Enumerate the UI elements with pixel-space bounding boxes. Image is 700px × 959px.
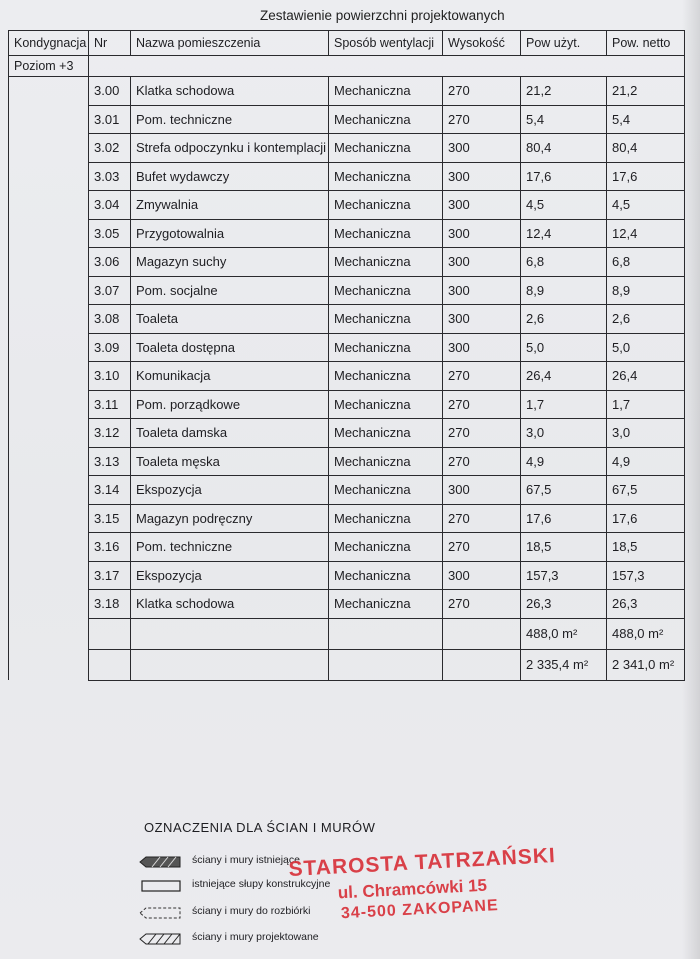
room-number: 3.13 [89,447,131,476]
net-area: 2,6 [607,305,685,334]
table-row [9,105,685,134]
ventilation-type: Mechaniczna [329,77,443,106]
room-height: 300 [443,219,521,248]
level-column-cell [9,248,89,277]
usable-area: 18,5 [521,533,607,562]
ventilation-type: Mechaniczna [329,305,443,334]
legend-label: ściany i mury projektowane [192,931,319,943]
room-number: 3.14 [89,476,131,505]
header-cell: Pow. netto [607,31,685,56]
ventilation-type: Mechaniczna [329,191,443,220]
table-row [9,362,685,391]
level-column-cell [9,191,89,220]
outline-column-icon [138,879,182,893]
net-area: 1,7 [607,390,685,419]
table-row [9,561,685,590]
net-area: 26,4 [607,362,685,391]
net-area: 18,5 [607,533,685,562]
room-name: Zmywalnia [131,191,329,220]
legend-title: OZNACZENIA DLA ŚCIAN I MURÓW [144,820,376,835]
hatched-solid-wall-icon [138,855,182,869]
room-name: Magazyn podręczny [131,504,329,533]
ventilation-type: Mechaniczna [329,105,443,134]
room-name: Pom. socjalne [131,276,329,305]
ventilation-type: Mechaniczna [329,333,443,362]
net-area: 17,6 [607,162,685,191]
diagonal-hatch-wall-icon [138,932,182,946]
net-area: 5,4 [607,105,685,134]
stamp-line-3: 34-500 ZAKOPANE [340,897,500,923]
room-number: 3.15 [89,504,131,533]
legend-label: ściany i mury istniejące [192,854,300,866]
ventilation-type: Mechaniczna [329,419,443,448]
usable-area: 1,7 [521,390,607,419]
ventilation-type: Mechaniczna [329,390,443,419]
net-area: 67,5 [607,476,685,505]
empty-cell [89,618,131,649]
room-name: Toaleta [131,305,329,334]
level-column-cell [9,390,89,419]
table-row [9,276,685,305]
usable-area: 17,6 [521,162,607,191]
level-row [9,56,685,77]
ventilation-type: Mechaniczna [329,447,443,476]
level-column-cell [9,590,89,619]
usable-area: 2,6 [521,305,607,334]
room-name: Bufet wydawczy [131,162,329,191]
table-row [9,162,685,191]
room-height: 270 [443,105,521,134]
empty-cell [9,649,89,680]
usable-area: 5,0 [521,333,607,362]
stamp-line-2: ul. Chramcówki 15 [337,875,488,903]
room-name: Ekspozycja [131,476,329,505]
ventilation-type: Mechaniczna [329,362,443,391]
room-name: Pom. techniczne [131,533,329,562]
totals-row [9,649,685,680]
room-name: Toaleta damska [131,419,329,448]
stamp-line-1: STAROSTA TATRZAŃSKI [288,844,557,881]
usable-area: 4,5 [521,191,607,220]
room-number: 3.02 [89,134,131,163]
room-number: 3.05 [89,219,131,248]
table-row [9,219,685,248]
header-cell: Wysokość [443,31,521,56]
room-name: Klatka schodowa [131,590,329,619]
room-name: Toaleta dostępna [131,333,329,362]
header-cell: Sposób wentylacji [329,31,443,56]
level-column-cell [9,162,89,191]
empty-cell [329,649,443,680]
room-name: Ekspozycja [131,561,329,590]
ventilation-type: Mechaniczna [329,561,443,590]
room-number: 3.18 [89,590,131,619]
room-name: Pom. porządkowe [131,390,329,419]
table-row [9,590,685,619]
room-height: 270 [443,419,521,448]
usable-area: 157,3 [521,561,607,590]
room-number: 3.16 [89,533,131,562]
net-area: 8,9 [607,276,685,305]
total-net-area: 488,0 m² [607,618,685,649]
totals-row [9,618,685,649]
empty-cell [131,618,329,649]
room-name: Toaleta męska [131,447,329,476]
net-area: 17,6 [607,504,685,533]
room-number: 3.07 [89,276,131,305]
header-cell: Kondygnacja [9,31,89,56]
room-number: 3.06 [89,248,131,277]
room-height: 270 [443,447,521,476]
net-area: 21,2 [607,77,685,106]
level-column-cell [9,134,89,163]
office-stamp [288,844,559,926]
level-column-cell [9,333,89,362]
room-name: Pom. techniczne [131,105,329,134]
room-number: 3.08 [89,305,131,334]
table-row [9,305,685,334]
level-column-cell [9,419,89,448]
ventilation-type: Mechaniczna [329,219,443,248]
room-height: 300 [443,191,521,220]
level-column-cell [9,447,89,476]
usable-area: 8,9 [521,276,607,305]
header-cell: Nazwa pomieszczenia [131,31,329,56]
level-column-cell [9,219,89,248]
level-column-cell [9,533,89,562]
level-column-cell [9,276,89,305]
level-column-cell [9,105,89,134]
table-row [9,77,685,106]
room-height: 300 [443,276,521,305]
level-column-cell [9,561,89,590]
ventilation-type: Mechaniczna [329,162,443,191]
room-number: 3.01 [89,105,131,134]
room-number: 3.17 [89,561,131,590]
usable-area: 21,2 [521,77,607,106]
table-row [9,533,685,562]
empty-cell [443,649,521,680]
dashed-wall-icon [138,906,182,920]
empty-cell [329,618,443,649]
header-row [9,31,685,56]
empty-cell [9,618,89,649]
room-number: 3.12 [89,419,131,448]
table-row [9,476,685,505]
room-name: Magazyn suchy [131,248,329,277]
usable-area: 5,4 [521,105,607,134]
table-row [9,333,685,362]
usable-area: 4,9 [521,447,607,476]
ventilation-type: Mechaniczna [329,590,443,619]
room-height: 300 [443,476,521,505]
ventilation-type: Mechaniczna [329,248,443,277]
usable-area: 67,5 [521,476,607,505]
area-table [8,30,685,681]
level-column-cell [9,504,89,533]
header-cell: Nr [89,31,131,56]
net-area: 4,9 [607,447,685,476]
table-row [9,447,685,476]
document-title: Zestawienie powierzchni projektowanych [260,8,505,23]
usable-area: 26,4 [521,362,607,391]
room-height: 300 [443,134,521,163]
room-height: 300 [443,333,521,362]
net-area: 3,0 [607,419,685,448]
level-column-cell [9,362,89,391]
table-row [9,390,685,419]
room-height: 300 [443,561,521,590]
room-height: 270 [443,390,521,419]
usable-area: 17,6 [521,504,607,533]
level-label: Poziom +3 [9,56,89,77]
legend-label: ściany i mury do rozbiórki [192,905,311,917]
room-number: 3.00 [89,77,131,106]
usable-area: 26,3 [521,590,607,619]
usable-area: 80,4 [521,134,607,163]
net-area: 5,0 [607,333,685,362]
table-row [9,419,685,448]
level-column-cell [9,77,89,106]
room-number: 3.10 [89,362,131,391]
empty-cell [89,649,131,680]
net-area: 6,8 [607,248,685,277]
room-height: 270 [443,533,521,562]
header-cell: Pow użyt. [521,31,607,56]
table-row [9,248,685,277]
room-number: 3.11 [89,390,131,419]
room-height: 300 [443,162,521,191]
level-column-cell [9,305,89,334]
room-height: 270 [443,77,521,106]
room-name: Strefa odpoczynku i kontemplacji [131,134,329,163]
empty-cell [443,618,521,649]
room-height: 270 [443,590,521,619]
net-area: 157,3 [607,561,685,590]
table-row [9,504,685,533]
ventilation-type: Mechaniczna [329,533,443,562]
net-area: 26,3 [607,590,685,619]
empty-cell [131,649,329,680]
table-row [9,191,685,220]
room-height: 270 [443,362,521,391]
usable-area: 12,4 [521,219,607,248]
room-name: Klatka schodowa [131,77,329,106]
legend-label: istniejące słupy konstrukcyjne [192,878,331,890]
room-number: 3.09 [89,333,131,362]
usable-area: 3,0 [521,419,607,448]
level-column-cell [9,476,89,505]
room-height: 300 [443,248,521,277]
total-usable-area: 488,0 m² [521,618,607,649]
room-number: 3.03 [89,162,131,191]
room-number: 3.04 [89,191,131,220]
net-area: 80,4 [607,134,685,163]
ventilation-type: Mechaniczna [329,276,443,305]
ventilation-type: Mechaniczna [329,476,443,505]
usable-area: 6,8 [521,248,607,277]
total-net-area: 2 341,0 m² [607,649,685,680]
table-row [9,134,685,163]
room-name: Komunikacja [131,362,329,391]
room-name: Przygotowalnia [131,219,329,248]
room-height: 270 [443,504,521,533]
net-area: 4,5 [607,191,685,220]
net-area: 12,4 [607,219,685,248]
ventilation-type: Mechaniczna [329,134,443,163]
ventilation-type: Mechaniczna [329,504,443,533]
total-usable-area: 2 335,4 m² [521,649,607,680]
room-height: 300 [443,305,521,334]
